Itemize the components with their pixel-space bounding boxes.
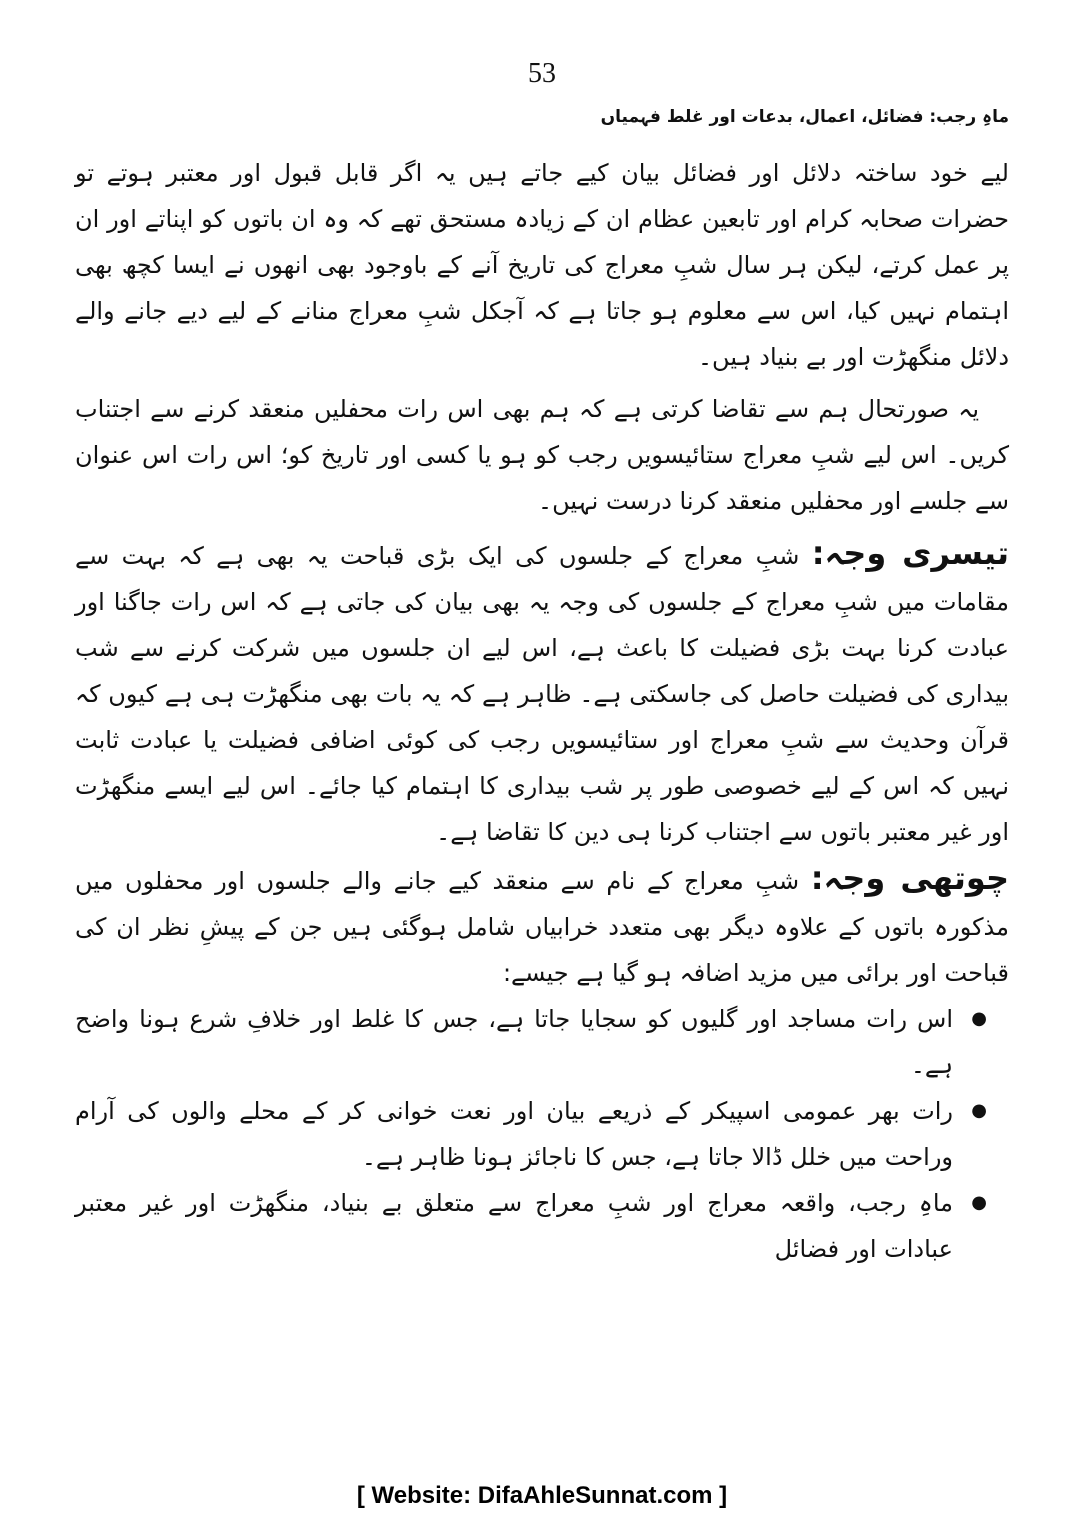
section-heading: چوتھی وجہ:: [810, 859, 1010, 897]
list-item: ● رات بھر عمومی اسپیکر کے ذریعے بیان اور نعت خوانی کر کے محلے والوں کی آرام وراحت میں خلل ڈالا جاتا ہے، جس کا ناجائز ہونا ظاہر ہے۔: [75, 1088, 1009, 1180]
paragraph: یہ صورتحال ہم سے تقاضا کرتی ہے کہ ہم بھی اس رات محفلیں منعقد کرنے سے اجتناب کریں۔ اس لیے شبِ معراج ستائیسویں رجب کو ہو یا کسی اور تاریخ کو؛ اس رات اس عنوان سے جلسے اور محفلیں منعقد کرنا درست نہیں۔: [75, 395, 1009, 515]
footer-website: [ Website: DifaAhleSunnat.com ]: [356, 1482, 728, 1509]
page-number: 53: [528, 58, 556, 89]
bullet-list: [75, 996, 1009, 1272]
paragraph: [75, 855, 1009, 996]
paragraph-text: شبِ معراج کے نام سے منعقد کیے جانے والے جلسوں اور محفلوں میں مذکورہ باتوں کے علاوہ دیگر بھی متعدد خرابیاں شامل ہوگئی ہیں جن کے پیشِ نظر ان کی قباحت اور برائی میں مزید اضافہ ہو گیا ہے جیسے:: [75, 867, 1009, 987]
list-item: ● ماہِ رجب، واقعہ معراج اور شبِ معراج سے متعلق بے بنیاد، منگھڑت اور غیر معتبر عبادات اور فضائل: [75, 1180, 1009, 1272]
paragraph: [75, 530, 1009, 855]
paragraph: لیے خود ساختہ دلائل اور فضائل بیان کیے جاتے ہیں یہ اگر قابل قبول اور معتبر ہوتے تو حضرات صحابہ کرام اور تابعین عظام ان کے زیادہ مستحق تھے کہ وہ ان باتوں کو اپناتے اور ان پر عمل کرتے، لیکن ہر سال شبِ معراج کی تاریخ آنے کے باوجود بھی انھوں نے ایسا کچھ بھی اہتمام نہیں کیا، اس سے معلوم ہو جاتا ہے کہ آجکل شبِ معراج منانے کے لیے دیے جانے والے دلائل منگھڑت اور بے بنیاد ہیں۔: [75, 159, 1009, 371]
page-body: [75, 150, 1009, 1272]
section-heading: تیسری وجہ:: [811, 534, 1009, 572]
paragraph-text: شبِ معراج کے جلسوں کی ایک بڑی قباحت یہ بھی ہے کہ بہت سے مقامات میں شبِ معراج کے جلسوں کی وجہ یہ بھی بیان کی جاتی ہے کہ اس رات جاگنا اور عبادت کرنا بہت بڑی فضیلت کا باعث ہے، اس لیے ان جلسوں میں شرکت کرنے سے شب بیداری کی فضیلت حاصل کی جاسکتی ہے۔ ظاہر ہے کہ یہ بات بھی منگھڑت ہی ہے کیوں کہ قرآن وحدیث سے شبِ معراج اور ستائیسویں رجب کی کوئی اضافی فضیلت یا عبادت ثابت نہیں کہ اس کے لیے خصوصی طور پر شب بیداری کا اہتمام کیا جائے۔ اس لیے ایسے منگھڑت اور غیر معتبر باتوں سے اجتناب کرنا ہی دین کا تقاضا ہے۔: [75, 542, 1009, 846]
list-item: ● اس رات مساجد اور گلیوں کو سجایا جاتا ہے، جس کا غلط اور خلافِ شرع ہونا واضح ہے۔: [75, 996, 1009, 1088]
running-header: ماہِ رجب: فضائل، اعمال، بدعات اور غلط فہمیاں: [600, 107, 1009, 127]
